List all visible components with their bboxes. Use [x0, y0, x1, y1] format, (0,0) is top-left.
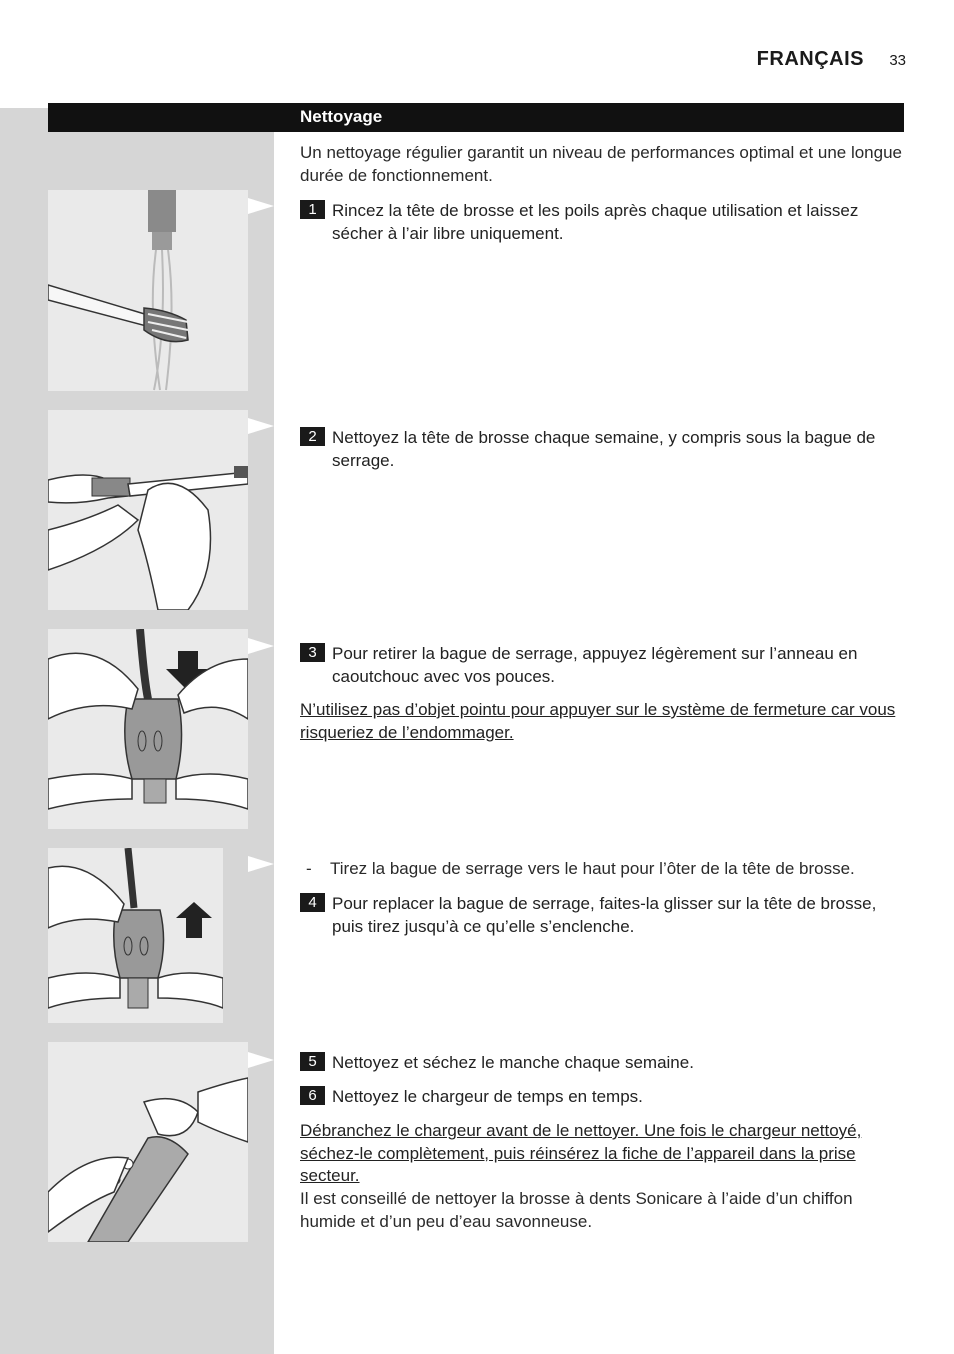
step-3	[300, 642, 906, 688]
bullet-text: Tirez la bague de serrage vers le haut pour l’ôter de la tête de brosse.	[330, 859, 855, 878]
illustration-pointer	[248, 856, 274, 872]
illustration-pointer	[248, 418, 274, 434]
step-number: 2	[300, 427, 325, 446]
step-4	[300, 892, 906, 938]
illustration-pointer	[248, 198, 274, 214]
bullet-remove-ring	[300, 858, 906, 880]
step-6	[300, 1085, 906, 1108]
rinse-brush-head-illustration	[48, 190, 248, 391]
replace-ring-illustration	[48, 848, 223, 1023]
page-number: 33	[889, 52, 906, 69]
step-text: Rincez la tête de brosse et les poils après chaque utilisation et laissez sécher à l’air libre uniquement.	[332, 201, 859, 243]
step-5	[300, 1051, 906, 1074]
illustration-pointer	[248, 1052, 274, 1068]
intro-paragraph: Un nettoyage régulier garantit un niveau de performances optimal et une longue durée de fonctionnement.	[300, 143, 902, 185]
step-1	[300, 199, 906, 245]
remove-ring-illustration	[48, 629, 248, 829]
clean-handle-illustration	[48, 1042, 248, 1242]
step-text: Pour replacer la bague de serrage, faites-la glisser sur la tête de brosse, puis tirez jusqu’à ce qu’elle s’enclenche.	[332, 894, 877, 936]
step-number: 6	[300, 1086, 325, 1105]
step-text: Pour retirer la bague de serrage, appuyez légèrement sur l’anneau en caoutchouc avec vos pouces.	[332, 644, 858, 686]
language-label: FRANÇAIS	[756, 48, 864, 70]
illustration-pointer	[248, 638, 274, 654]
warning-unplug-charger: Débranchez le chargeur avant de le nettoyer. Une fois le chargeur nettoyé, séchez-le complètement, puis réinsérez la fiche de l’appareil dans la prise secteur.	[300, 1121, 862, 1185]
step-2	[300, 426, 906, 472]
step-number: 5	[300, 1052, 325, 1071]
step-number: 3	[300, 643, 325, 662]
bullet-dash: -	[306, 859, 312, 878]
section-header-bar	[48, 103, 904, 132]
step-number: 1	[300, 200, 325, 219]
step-text: Nettoyez la tête de brosse chaque semaine, y compris sous la bague de serrage.	[332, 428, 876, 470]
step-number: 4	[300, 893, 325, 912]
cleaning-note: Il est conseillé de nettoyer la brosse à dents Sonicare à l’aide d’un chiffon humide et d’un peu d’eau savonneuse.	[300, 1189, 853, 1231]
warning-sharp-object: N’utilisez pas d’objet pointu pour appuyer sur le système de fermeture car vous risqueriez de l’endommager.	[300, 700, 896, 742]
clean-under-ring-illustration	[48, 410, 248, 610]
step-text: Nettoyez et séchez le manche chaque semaine.	[332, 1053, 694, 1072]
section-title: Nettoyage	[300, 107, 383, 126]
step-text: Nettoyez le chargeur de temps en temps.	[332, 1087, 643, 1106]
